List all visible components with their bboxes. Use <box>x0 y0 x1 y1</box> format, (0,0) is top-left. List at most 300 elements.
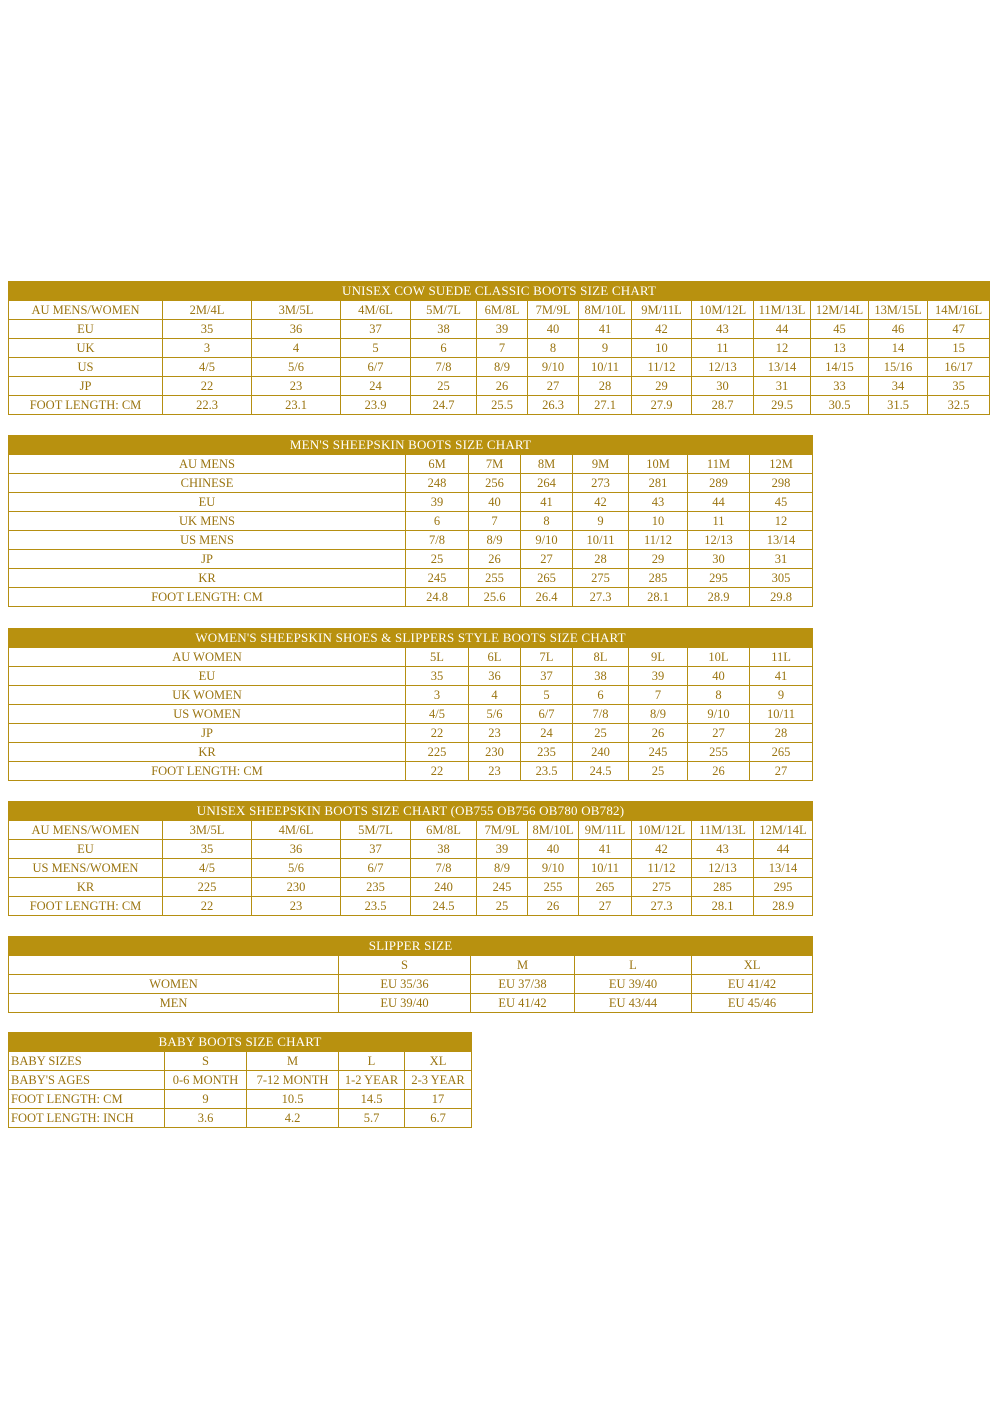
size-cell: 3M/5L <box>252 301 341 320</box>
size-cell: 29.8 <box>750 588 813 607</box>
size-cell: 6/7 <box>341 358 411 377</box>
size-cell: 8 <box>688 686 750 705</box>
size-cell: 9 <box>165 1090 247 1109</box>
row-label: US MENS <box>9 531 406 550</box>
size-cell: 265 <box>521 569 573 588</box>
size-cell: 11M/13L <box>754 301 811 320</box>
size-cell: L <box>575 956 692 975</box>
size-cell: 23 <box>252 377 341 396</box>
size-cell: EU 37/38 <box>471 975 575 994</box>
size-cell: 43 <box>692 320 754 339</box>
size-cell: 10M/12L <box>632 821 692 840</box>
size-cell: 36 <box>252 320 341 339</box>
size-cell: 10 <box>629 512 688 531</box>
table-row <box>9 1052 472 1071</box>
size-cell: XL <box>405 1052 472 1071</box>
size-cell: 28 <box>750 724 813 743</box>
size-cell: 34 <box>869 377 928 396</box>
chart-body <box>9 1052 472 1128</box>
size-cell: 10M <box>629 455 688 474</box>
size-cell: 9M/11L <box>632 301 692 320</box>
row-label: AU MENS/WOMEN <box>9 821 163 840</box>
row-label: FOOT LENGTH: CM <box>9 588 406 607</box>
size-cell: 10 <box>632 339 692 358</box>
size-cell: 255 <box>528 878 579 897</box>
size-cell: 255 <box>469 569 521 588</box>
size-cell: 6M/8L <box>411 821 477 840</box>
size-cell: 7/8 <box>573 705 629 724</box>
size-cell: 3M/5L <box>163 821 252 840</box>
size-cell: S <box>165 1052 247 1071</box>
slipper-size-chart <box>8 936 812 1013</box>
table-row <box>9 994 813 1013</box>
row-label: JP <box>9 550 406 569</box>
size-cell: 0-6 MONTH <box>165 1071 247 1090</box>
size-cell: 14.5 <box>339 1090 405 1109</box>
size-cell: 38 <box>411 320 477 339</box>
size-cell: 33 <box>811 377 869 396</box>
size-cell: 40 <box>469 493 521 512</box>
size-cell: 4/5 <box>163 859 252 878</box>
size-cell: 30.5 <box>811 396 869 415</box>
size-cell: 11 <box>692 339 754 358</box>
size-cell: 4 <box>469 686 521 705</box>
size-cell: 31.5 <box>869 396 928 415</box>
size-cell: 7M <box>469 455 521 474</box>
size-cell: 23 <box>469 762 521 781</box>
size-cell: 45 <box>750 493 813 512</box>
size-cell: EU 45/46 <box>692 994 813 1013</box>
size-cell: M <box>471 956 575 975</box>
row-label: BABY SIZES <box>9 1052 165 1071</box>
size-cell: 16/17 <box>928 358 990 377</box>
row-label: US WOMEN <box>9 705 406 724</box>
size-cell: 44 <box>754 840 813 859</box>
womens-sheepskin-size-chart <box>8 628 812 781</box>
table-row <box>9 724 813 743</box>
size-cell: EU 41/42 <box>471 994 575 1013</box>
row-label: JP <box>9 377 163 396</box>
size-cell: 4.2 <box>247 1109 339 1128</box>
size-cell: 29 <box>629 550 688 569</box>
size-cell: 5/6 <box>252 859 341 878</box>
size-cell: 13 <box>811 339 869 358</box>
row-label: FOOT LENGTH: CM <box>9 897 163 916</box>
row-label: KR <box>9 878 163 897</box>
size-cell: 25 <box>629 762 688 781</box>
size-cell: 27 <box>528 377 579 396</box>
size-cell: 6.7 <box>405 1109 472 1128</box>
size-cell: 27 <box>579 897 632 916</box>
size-cell: 9M/11L <box>579 821 632 840</box>
table-row <box>9 878 813 897</box>
size-cell: 36 <box>252 840 341 859</box>
size-cell: 40 <box>528 840 579 859</box>
row-label: KR <box>9 743 406 762</box>
row-label: CHINESE <box>9 474 406 493</box>
size-cell: 26 <box>688 762 750 781</box>
size-cell: 27 <box>688 724 750 743</box>
size-cell: 41 <box>750 667 813 686</box>
row-label <box>9 956 339 975</box>
size-cell: 25.6 <box>469 588 521 607</box>
size-cell: 6 <box>406 512 469 531</box>
table-row <box>9 1071 472 1090</box>
size-cell: 27.3 <box>573 588 629 607</box>
size-cell: 5/6 <box>469 705 521 724</box>
size-cell: 10/11 <box>579 358 632 377</box>
table-row <box>9 859 813 878</box>
size-cell: 24 <box>521 724 573 743</box>
size-cell: 12M/14L <box>754 821 813 840</box>
size-cell: 6L <box>469 648 521 667</box>
table-row <box>9 455 813 474</box>
size-cell: 28.7 <box>692 396 754 415</box>
chart-title: MEN'S SHEEPSKIN BOOTS SIZE CHART <box>9 436 813 455</box>
size-cell: 23 <box>252 897 341 916</box>
table-row <box>9 648 813 667</box>
row-label: AU MENS/WOMEN <box>9 301 163 320</box>
size-cell: 11/12 <box>632 859 692 878</box>
size-cell: 39 <box>629 667 688 686</box>
size-cell: 30 <box>692 377 754 396</box>
size-cell: 265 <box>750 743 813 762</box>
table-row <box>9 840 813 859</box>
size-cell: 24.5 <box>573 762 629 781</box>
size-cell: 8M/10L <box>579 301 632 320</box>
size-cell: 26 <box>477 377 528 396</box>
size-cell: 27.9 <box>632 396 692 415</box>
size-cell: 26 <box>469 550 521 569</box>
size-cell: 12 <box>750 512 813 531</box>
size-cell: 255 <box>688 743 750 762</box>
size-cell: 275 <box>632 878 692 897</box>
size-cell: 8/9 <box>477 859 528 878</box>
size-cell: 4M/6L <box>252 821 341 840</box>
size-cell: 44 <box>754 320 811 339</box>
size-cell: 240 <box>573 743 629 762</box>
table-row <box>9 705 813 724</box>
size-cell: 45 <box>811 320 869 339</box>
size-cell: 4 <box>252 339 341 358</box>
size-cell: 23.5 <box>341 897 411 916</box>
size-cell: 27 <box>750 762 813 781</box>
row-label: AU MENS <box>9 455 406 474</box>
size-cell: 23.9 <box>341 396 411 415</box>
size-cell: 39 <box>477 320 528 339</box>
size-cell: 14/15 <box>811 358 869 377</box>
size-cell: 5 <box>521 686 573 705</box>
size-cell: 3 <box>406 686 469 705</box>
size-cell: 10.5 <box>247 1090 339 1109</box>
size-cell: 31 <box>750 550 813 569</box>
size-cell: 11/12 <box>632 358 692 377</box>
row-label: EU <box>9 320 163 339</box>
size-cell: 26 <box>528 897 579 916</box>
size-cell: 12/13 <box>692 358 754 377</box>
size-cell: 9/10 <box>528 358 579 377</box>
size-cell: 41 <box>579 840 632 859</box>
chart-body <box>9 455 813 607</box>
size-cell: 11/12 <box>629 531 688 550</box>
table-row <box>9 301 990 320</box>
size-cell: EU 39/40 <box>339 994 471 1013</box>
size-cell: 37 <box>521 667 573 686</box>
table-row <box>9 667 813 686</box>
size-cell: 40 <box>688 667 750 686</box>
size-cell: 295 <box>754 878 813 897</box>
size-cell: 44 <box>688 493 750 512</box>
size-cell: 5M/7L <box>411 301 477 320</box>
table-row <box>9 821 813 840</box>
size-cell: 295 <box>688 569 750 588</box>
size-cell: 27.1 <box>579 396 632 415</box>
row-label: FOOT LENGTH: INCH <box>9 1109 165 1128</box>
size-cell: 28.1 <box>692 897 754 916</box>
chart-body <box>9 956 813 1013</box>
size-cell: 9 <box>573 512 629 531</box>
size-cell: 275 <box>573 569 629 588</box>
table-row <box>9 493 813 512</box>
size-cell: 4/5 <box>163 358 252 377</box>
row-label: UK WOMEN <box>9 686 406 705</box>
size-cell: 281 <box>629 474 688 493</box>
size-cell: 273 <box>573 474 629 493</box>
size-cell: 23 <box>469 724 521 743</box>
size-cell: 12/13 <box>692 859 754 878</box>
size-cell: 1-2 YEAR <box>339 1071 405 1090</box>
size-cell: 285 <box>629 569 688 588</box>
size-cell: 26.3 <box>528 396 579 415</box>
row-label: UK <box>9 339 163 358</box>
table-row <box>9 743 813 762</box>
table-row <box>9 339 990 358</box>
size-cell: 24.7 <box>411 396 477 415</box>
row-label: MEN <box>9 994 339 1013</box>
size-cell: 28 <box>573 550 629 569</box>
size-cell: 43 <box>629 493 688 512</box>
size-cell: 2-3 YEAR <box>405 1071 472 1090</box>
size-cell: 5/6 <box>252 358 341 377</box>
size-cell: 7/8 <box>411 358 477 377</box>
size-cell: EU 39/40 <box>575 975 692 994</box>
chart-title: SLIPPER SIZE <box>9 937 813 956</box>
chart-body <box>9 821 813 916</box>
size-cell: 8 <box>521 512 573 531</box>
size-cell: 28 <box>579 377 632 396</box>
size-cell: 9L <box>629 648 688 667</box>
row-label: FOOT LENGTH: CM <box>9 396 163 415</box>
size-cell: 10/11 <box>573 531 629 550</box>
row-label: WOMEN <box>9 975 339 994</box>
size-cell: 8/9 <box>477 358 528 377</box>
size-cell: 39 <box>477 840 528 859</box>
size-cell: 12M/14L <box>811 301 869 320</box>
size-cell: 7M/9L <box>528 301 579 320</box>
chart-title: WOMEN'S SHEEPSKIN SHOES & SLIPPERS STYLE BOOTS SIZE CHART <box>9 629 813 648</box>
row-label: JP <box>9 724 406 743</box>
size-cell: 245 <box>629 743 688 762</box>
table-row <box>9 550 813 569</box>
size-cell: 6/7 <box>521 705 573 724</box>
size-cell: L <box>339 1052 405 1071</box>
size-cell: 15 <box>928 339 990 358</box>
size-cell: 25 <box>411 377 477 396</box>
size-cell: 14M/16L <box>928 301 990 320</box>
size-cell: 6 <box>411 339 477 358</box>
table-row <box>9 358 990 377</box>
size-cell: 6/7 <box>341 859 411 878</box>
table-row <box>9 396 990 415</box>
row-label: AU WOMEN <box>9 648 406 667</box>
size-cell: 225 <box>163 878 252 897</box>
chart-title: UNISEX SHEEPSKIN BOOTS SIZE CHART (OB755 OB756 OB780 OB782) <box>9 802 813 821</box>
size-cell: 28.9 <box>754 897 813 916</box>
size-cell: 240 <box>411 878 477 897</box>
table-row <box>9 897 813 916</box>
size-cell: 4M/6L <box>341 301 411 320</box>
row-label: EU <box>9 840 163 859</box>
size-cell: 8 <box>528 339 579 358</box>
size-cell: 12 <box>754 339 811 358</box>
size-cell: 8/9 <box>469 531 521 550</box>
size-cell: 5.7 <box>339 1109 405 1128</box>
size-cell: 225 <box>406 743 469 762</box>
size-cell: 12M <box>750 455 813 474</box>
row-label: UK MENS <box>9 512 406 531</box>
table-row <box>9 474 813 493</box>
size-cell: 27.3 <box>632 897 692 916</box>
size-cell: 37 <box>341 320 411 339</box>
size-cell: 23.1 <box>252 396 341 415</box>
size-cell: 5M/7L <box>341 821 411 840</box>
size-cell: 26.4 <box>521 588 573 607</box>
size-cell: 9 <box>750 686 813 705</box>
size-cell: 37 <box>341 840 411 859</box>
size-cell: 29.5 <box>754 396 811 415</box>
row-label: BABY'S AGES <box>9 1071 165 1090</box>
size-cell: XL <box>692 956 813 975</box>
size-cell: 2M/4L <box>163 301 252 320</box>
table-row <box>9 762 813 781</box>
size-cell: 230 <box>469 743 521 762</box>
size-cell: 3.6 <box>165 1109 247 1128</box>
size-cell: 7 <box>477 339 528 358</box>
size-cell: EU 41/42 <box>692 975 813 994</box>
table-row <box>9 588 813 607</box>
size-cell: 7/8 <box>406 531 469 550</box>
size-cell: 6M/8L <box>477 301 528 320</box>
size-cell: 9 <box>579 339 632 358</box>
size-cell: 28.9 <box>688 588 750 607</box>
size-cell: 10M/12L <box>692 301 754 320</box>
table-row <box>9 320 990 339</box>
size-cell: 27 <box>521 550 573 569</box>
row-label: KR <box>9 569 406 588</box>
row-label: FOOT LENGTH: CM <box>9 1090 165 1109</box>
size-cell: 9/10 <box>528 859 579 878</box>
size-cell: 32.5 <box>928 396 990 415</box>
table-row <box>9 686 813 705</box>
size-cell: 42 <box>632 840 692 859</box>
size-cell: 8M/10L <box>528 821 579 840</box>
size-cell: 10/11 <box>750 705 813 724</box>
size-cell: 14 <box>869 339 928 358</box>
size-cell: 10/11 <box>579 859 632 878</box>
size-cell: 3 <box>163 339 252 358</box>
size-cell: 11L <box>750 648 813 667</box>
size-cell: 235 <box>521 743 573 762</box>
size-cell: 265 <box>579 878 632 897</box>
size-cell: 24.5 <box>411 897 477 916</box>
size-cell: 43 <box>692 840 754 859</box>
size-cell: 305 <box>750 569 813 588</box>
table-row <box>9 1109 472 1128</box>
size-cell: 4/5 <box>406 705 469 724</box>
baby-boots-size-chart <box>8 1032 471 1128</box>
size-cell: 47 <box>928 320 990 339</box>
size-cell: 24 <box>341 377 411 396</box>
size-cell: 25 <box>406 550 469 569</box>
size-cell: 13/14 <box>754 358 811 377</box>
size-cell: 8/9 <box>629 705 688 724</box>
size-cell: 7-12 MONTH <box>247 1071 339 1090</box>
size-cell: 25.5 <box>477 396 528 415</box>
size-cell: 7/8 <box>411 859 477 878</box>
table-row <box>9 1090 472 1109</box>
size-cell: 46 <box>869 320 928 339</box>
size-cell: S <box>339 956 471 975</box>
size-cell: M <box>247 1052 339 1071</box>
size-cell: 41 <box>579 320 632 339</box>
size-cell: 285 <box>692 878 754 897</box>
size-cell: 38 <box>573 667 629 686</box>
row-label: US MENS/WOMEN <box>9 859 163 878</box>
size-cell: 17 <box>405 1090 472 1109</box>
size-cell: 26 <box>629 724 688 743</box>
size-cell: 22 <box>406 724 469 743</box>
size-cell: 40 <box>528 320 579 339</box>
size-cell: 7 <box>469 512 521 531</box>
size-cell: 30 <box>688 550 750 569</box>
size-cell: 25 <box>573 724 629 743</box>
row-label: FOOT LENGTH: CM <box>9 762 406 781</box>
size-cell: 42 <box>632 320 692 339</box>
size-cell: 256 <box>469 474 521 493</box>
size-cell: 24.8 <box>406 588 469 607</box>
size-cell: 235 <box>341 878 411 897</box>
size-cell: 35 <box>928 377 990 396</box>
size-cell: 22 <box>163 897 252 916</box>
size-cell: 22.3 <box>163 396 252 415</box>
size-cell: 25 <box>477 897 528 916</box>
size-cell: 245 <box>406 569 469 588</box>
size-cell: 9M <box>573 455 629 474</box>
size-cell: 11M <box>688 455 750 474</box>
cow-suede-size-chart <box>8 281 989 415</box>
size-cell: 12/13 <box>688 531 750 550</box>
table-row <box>9 569 813 588</box>
size-cell: 42 <box>573 493 629 512</box>
size-cell: 7L <box>521 648 573 667</box>
size-cell: 35 <box>406 667 469 686</box>
table-row <box>9 975 813 994</box>
size-cell: 28.1 <box>629 588 688 607</box>
size-cell: 8L <box>573 648 629 667</box>
size-cell: 35 <box>163 320 252 339</box>
size-cell: EU 35/36 <box>339 975 471 994</box>
table-row <box>9 512 813 531</box>
